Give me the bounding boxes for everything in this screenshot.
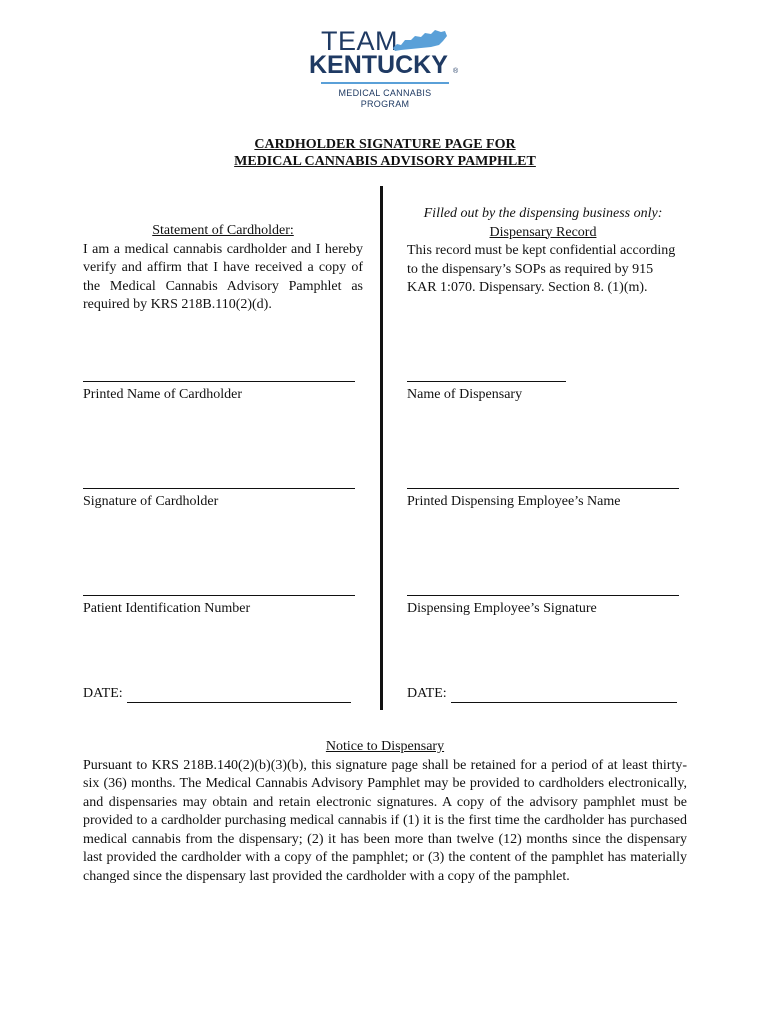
- notice-heading: Notice to Dispensary: [325, 739, 445, 754]
- notice-to-dispensary-section: [83, 738, 687, 886]
- printed-name-line[interactable]: [83, 381, 355, 382]
- employee-name-field[interactable]: [407, 488, 679, 511]
- logo-registered-mark: ®: [453, 68, 459, 75]
- team-kentucky-logo: [295, 26, 475, 118]
- dispensary-name-field[interactable]: [407, 381, 566, 404]
- cardholder-date-field[interactable]: [83, 685, 351, 703]
- logo-program-line1: MEDICAL CANNABIS: [338, 88, 432, 98]
- dispensary-record-note: This record must be kept confidential according to the dispensary’s SOPs as required by 915 KAR 1:070. Dispensary. Section 8. (1)(m).: [407, 243, 676, 295]
- cardholder-signature-label: Signature of Cardholder: [83, 494, 219, 509]
- cardholder-date-label: DATE:: [83, 686, 123, 701]
- patient-id-line[interactable]: [83, 595, 355, 596]
- patient-id-field[interactable]: [83, 595, 355, 618]
- cardholder-signature-field[interactable]: [83, 488, 355, 511]
- dispensary-only-note: Filled out by the dispensing business only:: [423, 206, 663, 221]
- logo-kentucky-text: KENTUCKY: [309, 51, 448, 79]
- employee-signature-line[interactable]: [407, 595, 679, 596]
- column-divider: [380, 186, 383, 710]
- dispensary-name-label: Name of Dispensary: [407, 387, 523, 402]
- dispensary-date-line[interactable]: [451, 688, 677, 703]
- printed-name-field[interactable]: [83, 381, 355, 404]
- cardholder-statement-heading: Statement of Cardholder:: [152, 223, 294, 238]
- page-title: [0, 136, 770, 170]
- logo-divider: [321, 82, 449, 84]
- cardholder-date-line[interactable]: [127, 688, 351, 703]
- printed-name-label: Printed Name of Cardholder: [83, 387, 243, 402]
- page-title-line2: MEDICAL CANNABIS ADVISORY PAMPHLET: [234, 154, 536, 169]
- logo-program-text: [295, 88, 475, 110]
- logo-program-line2: PROGRAM: [360, 99, 410, 109]
- employee-name-label: Printed Dispensing Employee’s Name: [407, 494, 621, 509]
- notice-text: Pursuant to KRS 218B.140(2)(b)(3)(b), this signature page shall be retained for a period of at least thirty-six (36) months. The Medical Cannabis Advisory Pamphlet may be provided to cardholders electronically, and dispensaries may obtain and retain electronic signatures. A copy of the advisory pamphlet must be provided to a cardholder purchasing medical cannabis if (1) it is the first time the cardholder has purchased medical cannabis from the dispensary; (2) it has been more than twelve (12) months since the dispensary last provided the cardholder with a copy of the pamphlet; or (3) the content of the pamphlet has materially changed since the dispensary last provided the cardholder with a copy of the pamphlet.: [83, 757, 687, 884]
- patient-id-label: Patient Identification Number: [83, 601, 251, 616]
- kentucky-state-icon: [391, 28, 449, 52]
- logo-team-text: TEAM: [321, 26, 399, 56]
- cardholder-statement-text: I am a medical cannabis cardholder and I hereby verify and affirm that I have received a copy of the Medical Cannabis Advisory Pamphlet as required by KRS 218B.110(2)(d).: [83, 241, 363, 312]
- dispensary-name-line[interactable]: [407, 381, 566, 382]
- cardholder-signature-line[interactable]: [83, 488, 355, 489]
- dispensary-record-heading: Dispensary Record: [489, 224, 597, 240]
- dispensary-date-label: DATE:: [407, 686, 447, 701]
- dispensary-record-section: [407, 205, 679, 298]
- dispensary-date-field[interactable]: [407, 685, 677, 703]
- employee-signature-label: Dispensing Employee’s Signature: [407, 601, 597, 616]
- page-title-line1: CARDHOLDER SIGNATURE PAGE FOR: [254, 137, 516, 152]
- employee-name-line[interactable]: [407, 488, 679, 489]
- employee-signature-field[interactable]: [407, 595, 679, 618]
- cardholder-statement-section: [83, 222, 363, 315]
